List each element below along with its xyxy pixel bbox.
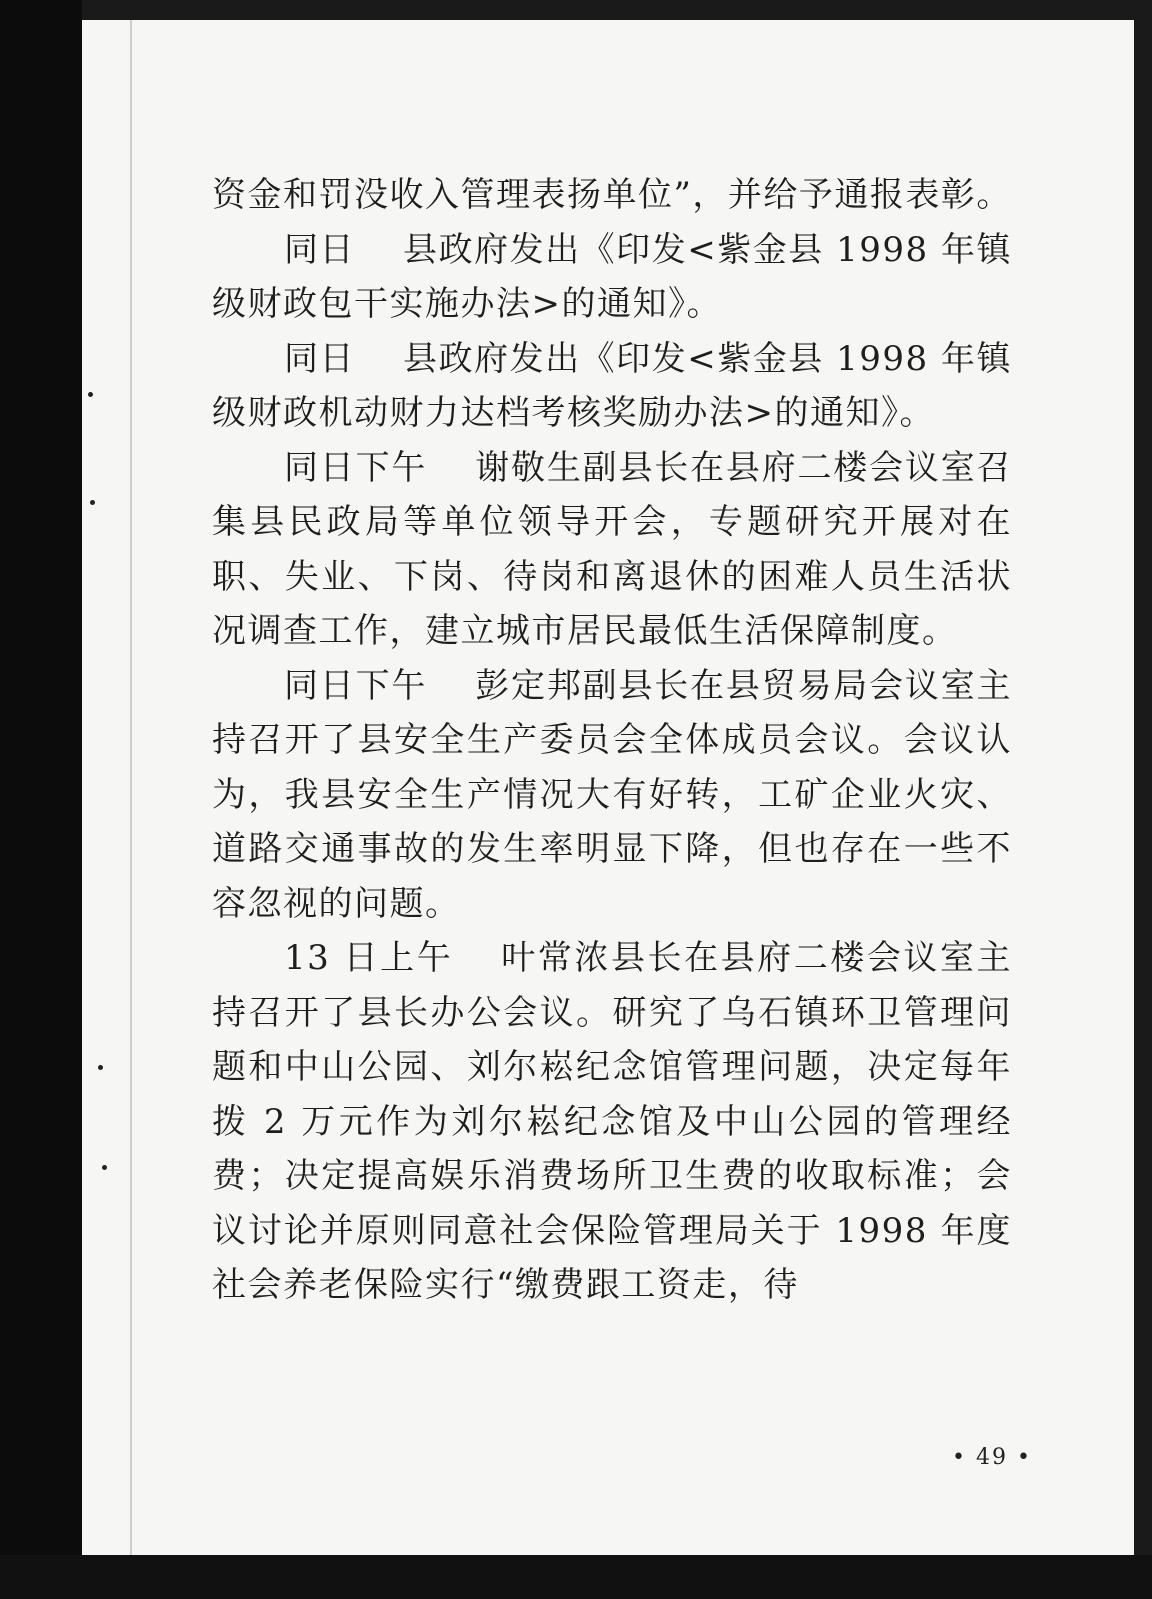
scan-speck (102, 1165, 107, 1170)
scan-speck (90, 500, 95, 505)
paragraph (212, 441, 1012, 659)
entry-date: 13 日上午 (284, 938, 454, 978)
paragraph (212, 659, 1012, 932)
paragraph-text: 县政府发出《印发<紫金县 1998 年镇级财政机动财力达档考核奖励办法>的通知》。 (212, 338, 1012, 433)
paragraph-text: 彭定邦副县长在县贸易局会议室主持召开了县安全生产委员会全体成员会议。会议认为，我县安全生产情况大有好转，工矿企业火灾、道路交通事故的发生率明显下降，但也存在一些不容忽视的问题。 (212, 665, 1013, 924)
document-page (82, 20, 1134, 1555)
entry-date: 同日下午 (284, 447, 428, 488)
scan-left-border (0, 0, 82, 1599)
paragraph (212, 168, 1012, 223)
entry-date: 同日下午 (284, 665, 428, 706)
page-number: • 49 • (952, 1445, 1032, 1470)
paragraph-text: 叶常浓县长在县府二楼会议室主持召开了县长办公会议。研究了乌石镇环卫管理问题和中山公园、刘尔崧纪念馆管理问题，决定每年拨 2 万元作为刘尔崧纪念馆及中山公园的管理经费；决定提高娱乐消费场所卫生费的收取标准；会议讨论并原则同意社会保险管理局关于 1998 年度社会养老保险实行“缴费跟工资走，待 (212, 938, 1013, 1305)
entry-date: 同日 (284, 229, 356, 270)
binding-line (130, 20, 132, 1555)
scan-bottom-border (0, 1555, 1152, 1599)
paragraph (212, 931, 1012, 1313)
paragraph (212, 223, 1012, 332)
paragraph (212, 332, 1012, 441)
scan-speck (88, 392, 93, 397)
entry-date: 同日 (284, 338, 356, 379)
scan-speck (98, 1065, 103, 1070)
body-text (212, 168, 1012, 1313)
paragraph-text: 县政府发出《印发<紫金县 1998 年镇级财政包干实施办法>的通知》。 (212, 229, 1012, 324)
paragraph-text: 资金和罚没收入管理表扬单位”，并给予通报表彰。 (212, 175, 1012, 215)
paragraph-text: 谢敬生副县长在县府二楼会议室召集县民政局等单位领导开会，专题研究开展对在职、失业、下岗、待岗和离退休的困难人员生活状况调查工作，建立城市居民最低生活保障制度。 (212, 447, 1013, 651)
